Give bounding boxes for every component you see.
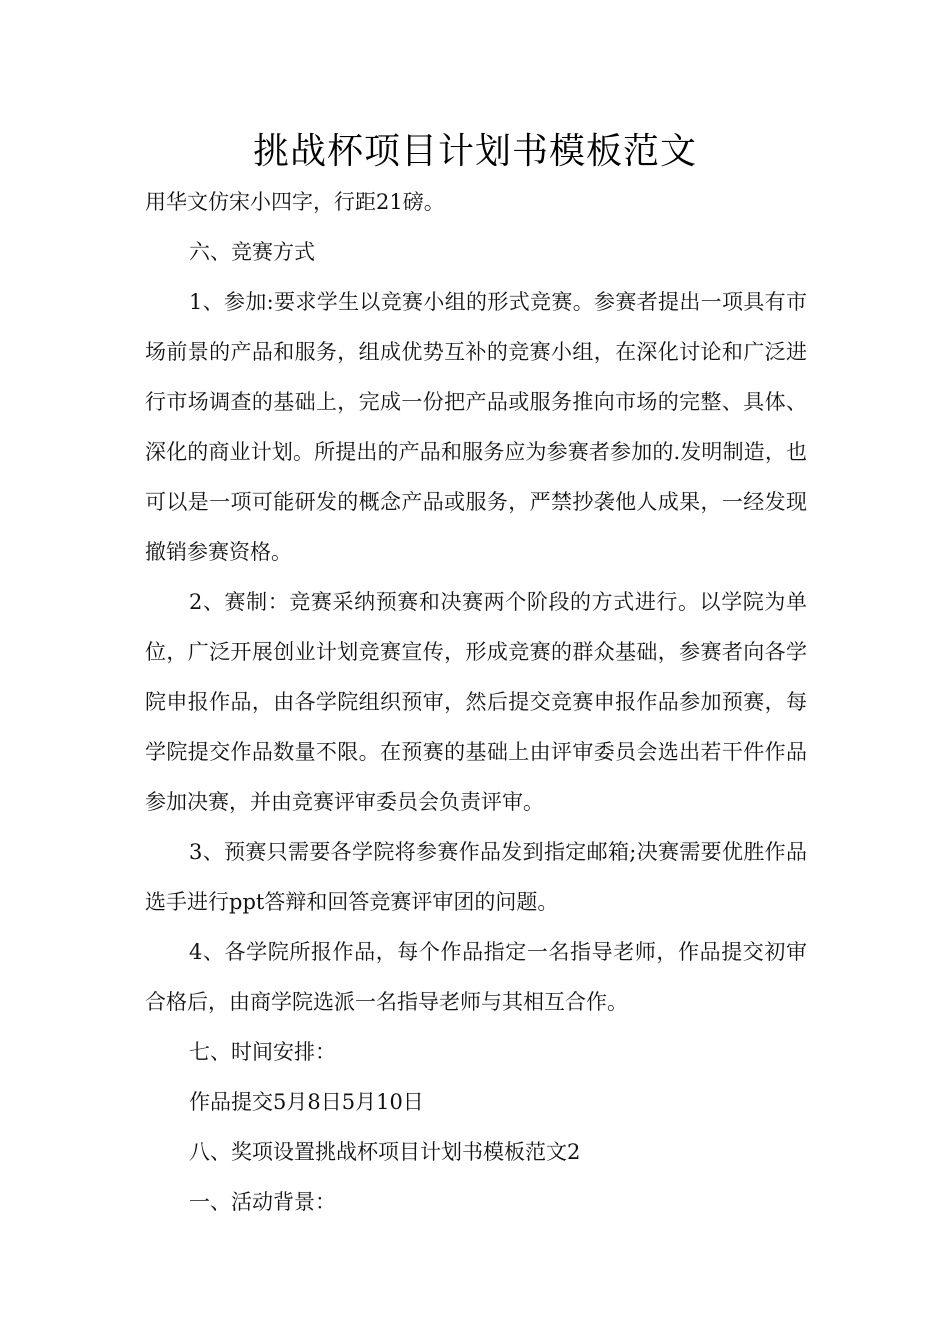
section-heading-schedule: 七、时间安排： xyxy=(189,1040,336,1064)
section-heading-awards: 八、奖项设置挑战杯项目计划书模板范文2 xyxy=(189,1140,581,1164)
document-body xyxy=(145,177,807,1227)
paragraph-font-note: 用华文仿宋小四字，行距21磅。 xyxy=(145,190,445,214)
section-heading-background: 一、活动背景： xyxy=(189,1190,336,1214)
paragraph-submission-dates: 作品提交5月8日5月10日 xyxy=(189,1090,424,1114)
paragraph-participation: 1、参加:要求学生以竞赛小组的形式竞赛。参赛者提出一项具有市场前景的产品和服务，组成优势互补的竞赛小组，在深化讨论和广泛进行市场调查的基础上，完成一份把产品或服务推向市场的完整、具体、深化的商业计划。所提出的产品和服务应为参赛者参加的.发明制造，也可以是一项可能研发的概念产品或服务，严禁抄袭他人成果，一经发现撤销参赛资格。 xyxy=(145,290,807,564)
paragraph-rules: 2、赛制：竞赛采纳预赛和决赛两个阶段的方式进行。以学院为单位，广泛开展创业计划竞赛宣传，形成竞赛的群众基础，参赛者向各学院申报作品，由各学院组织预审，然后提交竞赛申报作品参加预赛，每学院提交作品数量不限。在预赛的基础上由评审委员会选出若干件作品参加决赛，并由竞赛评审委员会负责评审。 xyxy=(145,590,807,814)
paragraph-advisors: 4、各学院所报作品，每个作品指定一名指导老师，作品提交初审合格后，由商学院选派一名指导老师与其相互合作。 xyxy=(145,940,807,1014)
section-heading-competition-format: 六、竞赛方式 xyxy=(189,240,315,264)
document-title: 挑战杯项目计划书模板范文 xyxy=(252,131,697,172)
paragraph-preliminary: 3、预赛只需要各学院将参赛作品发到指定邮箱;决赛需要优胜作品选手进行ppt答辩和回答竞赛评审团的问题。 xyxy=(145,840,807,914)
